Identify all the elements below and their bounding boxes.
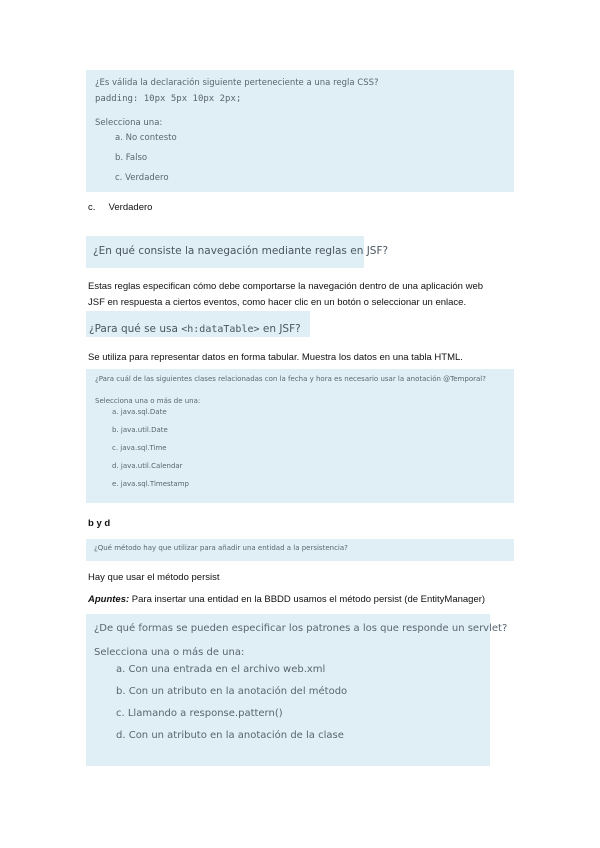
option-b: b. Con un atributo en la anotación del método xyxy=(116,686,348,697)
question-text: ¿Es válida la declaración siguiente perteneciente a una regla CSS? xyxy=(95,78,379,88)
question-text: ¿Qué método hay que utilizar para añadir una entidad a la persistencia? xyxy=(94,544,348,552)
question-box-servlet-patterns xyxy=(86,614,508,766)
question-box-datatable xyxy=(86,311,310,337)
option-b: b. Falso xyxy=(115,153,148,163)
question-text: ¿En qué consiste la navegación mediante reglas en JSF? xyxy=(93,245,389,257)
option-b: b. java.util.Date xyxy=(112,426,168,434)
option-e: e. java.sql.Timestamp xyxy=(112,480,189,488)
answer-line-1: Estas reglas especifican cómo debe comportarse la navegación dentro de una aplicación web xyxy=(88,281,484,292)
prompt-text: Selecciona una: xyxy=(95,118,163,128)
question-box-css-padding xyxy=(86,70,514,192)
option-a: a. Con una entrada en el archivo web.xml xyxy=(116,664,326,675)
notes-text: Para insertar una entidad en la BBDD usamos el método persist (de EntityManager) xyxy=(129,594,486,605)
question-box-jsf-navigation xyxy=(86,236,389,268)
answer-text: c. Verdadero xyxy=(88,202,153,213)
option-a: a. java.sql.Date xyxy=(112,408,167,416)
option-c: c. java.sql.Time xyxy=(112,444,167,452)
code-snippet: padding: 10px 5px 10px 2px; xyxy=(95,94,242,104)
answer-text: Se utiliza para representar datos en forma tabular. Muestra los datos en una tabla HTML. xyxy=(88,352,463,363)
prompt-text: Selecciona una o más de una: xyxy=(94,647,245,658)
question-text: ¿Para cuál de las siguientes clases relacionadas con la fecha y hora es necesario usar la anotación @Temporal? xyxy=(95,375,486,383)
option-d: d. Con un atributo en la anotación de la clase xyxy=(116,730,344,741)
option-c: c. Verdadero xyxy=(115,173,169,183)
notes-label: Apuntes: xyxy=(88,594,130,605)
answer-text: Hay que usar el método persist xyxy=(88,572,220,583)
prompt-text: Selecciona una o más de una: xyxy=(95,397,201,405)
question-box-temporal xyxy=(86,369,514,503)
question-text: ¿De qué formas se pueden especificar los patrones a los que responde un servlet? xyxy=(94,623,508,634)
option-d: d. java.util.Calendar xyxy=(112,462,183,470)
option-c: c. Llamando a response.pattern() xyxy=(116,708,283,719)
question-text-post: en JSF? xyxy=(259,323,301,335)
notes-line xyxy=(88,594,485,605)
question-box-persist xyxy=(86,539,514,561)
option-a: a. No contesto xyxy=(115,133,177,143)
question-text-pre: ¿Para qué se usa xyxy=(89,323,182,335)
answer-text: b y d xyxy=(88,518,111,529)
question-code: <h:dataTable> xyxy=(181,324,260,335)
answer-line-2: JSF en respuesta a ciertos eventos, como hacer clic en un botón o seleccionar un enlace. xyxy=(88,297,467,308)
